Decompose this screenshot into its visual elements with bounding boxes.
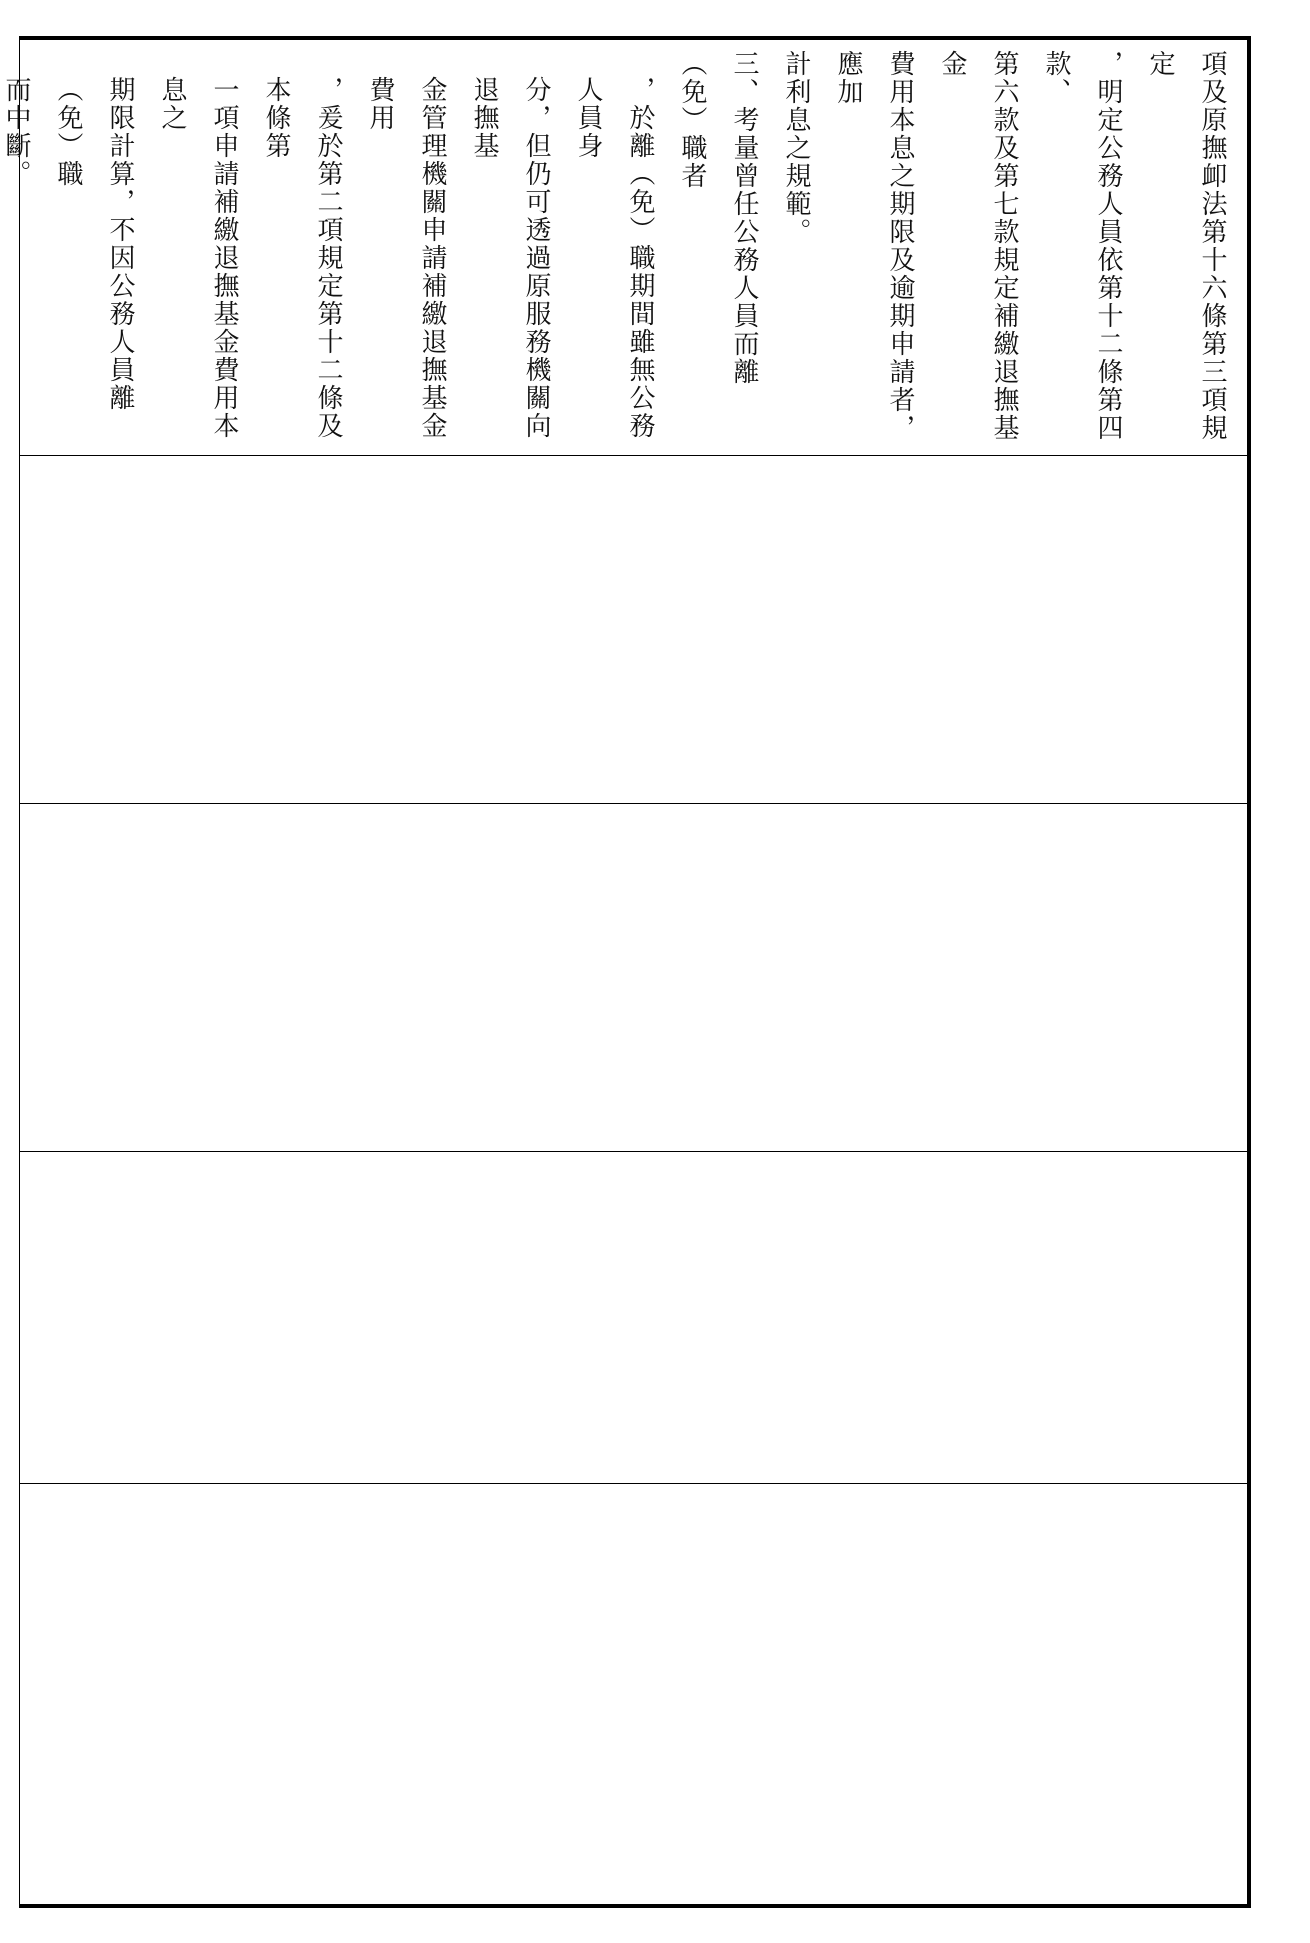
text-line: 第六款及第七款規定補繳退撫基金 bbox=[937, 50, 1019, 442]
table-row-explanation bbox=[1, 40, 1247, 455]
text-line: ，爰於第二項規定第十二條及本條第 bbox=[261, 76, 343, 440]
explanation-text bbox=[1, 50, 1238, 450]
table-row-empty bbox=[20, 1484, 1247, 1904]
text-line: 項及原撫卹法第十六條第三項規定 bbox=[1145, 50, 1227, 442]
text-line: ，明定公務人員依第十二條第四款、 bbox=[1041, 50, 1123, 442]
document-table bbox=[1, 36, 1251, 1908]
text-line: 費用本息之期限及逾期申請者，應加 bbox=[833, 50, 915, 442]
text-line: ，於離（免）職期間雖無公務人員身 bbox=[573, 76, 655, 440]
text-line: 一項申請補繳退撫基金費用本息之 bbox=[157, 76, 239, 440]
text-line: 分，但仍可透過原服務機關向退撫基 bbox=[469, 76, 551, 440]
text-line: 而中斷。 bbox=[1, 76, 31, 188]
text-line: 金管理機關申請補繳退撫基金費用 bbox=[365, 76, 447, 440]
table-row-empty bbox=[20, 1152, 1247, 1483]
table-row-empty bbox=[20, 456, 1247, 803]
table-row-empty bbox=[20, 804, 1247, 1151]
table-bottom-rule bbox=[19, 1904, 1251, 1908]
item-heading-3: 三、考量曾任公務人員而離（免）職者 bbox=[677, 50, 759, 386]
text-line: 計利息之規範。 bbox=[781, 50, 811, 246]
table-right-rule bbox=[1247, 36, 1251, 1908]
text-line: 期限計算，不因公務人員離（免）職 bbox=[53, 76, 135, 412]
